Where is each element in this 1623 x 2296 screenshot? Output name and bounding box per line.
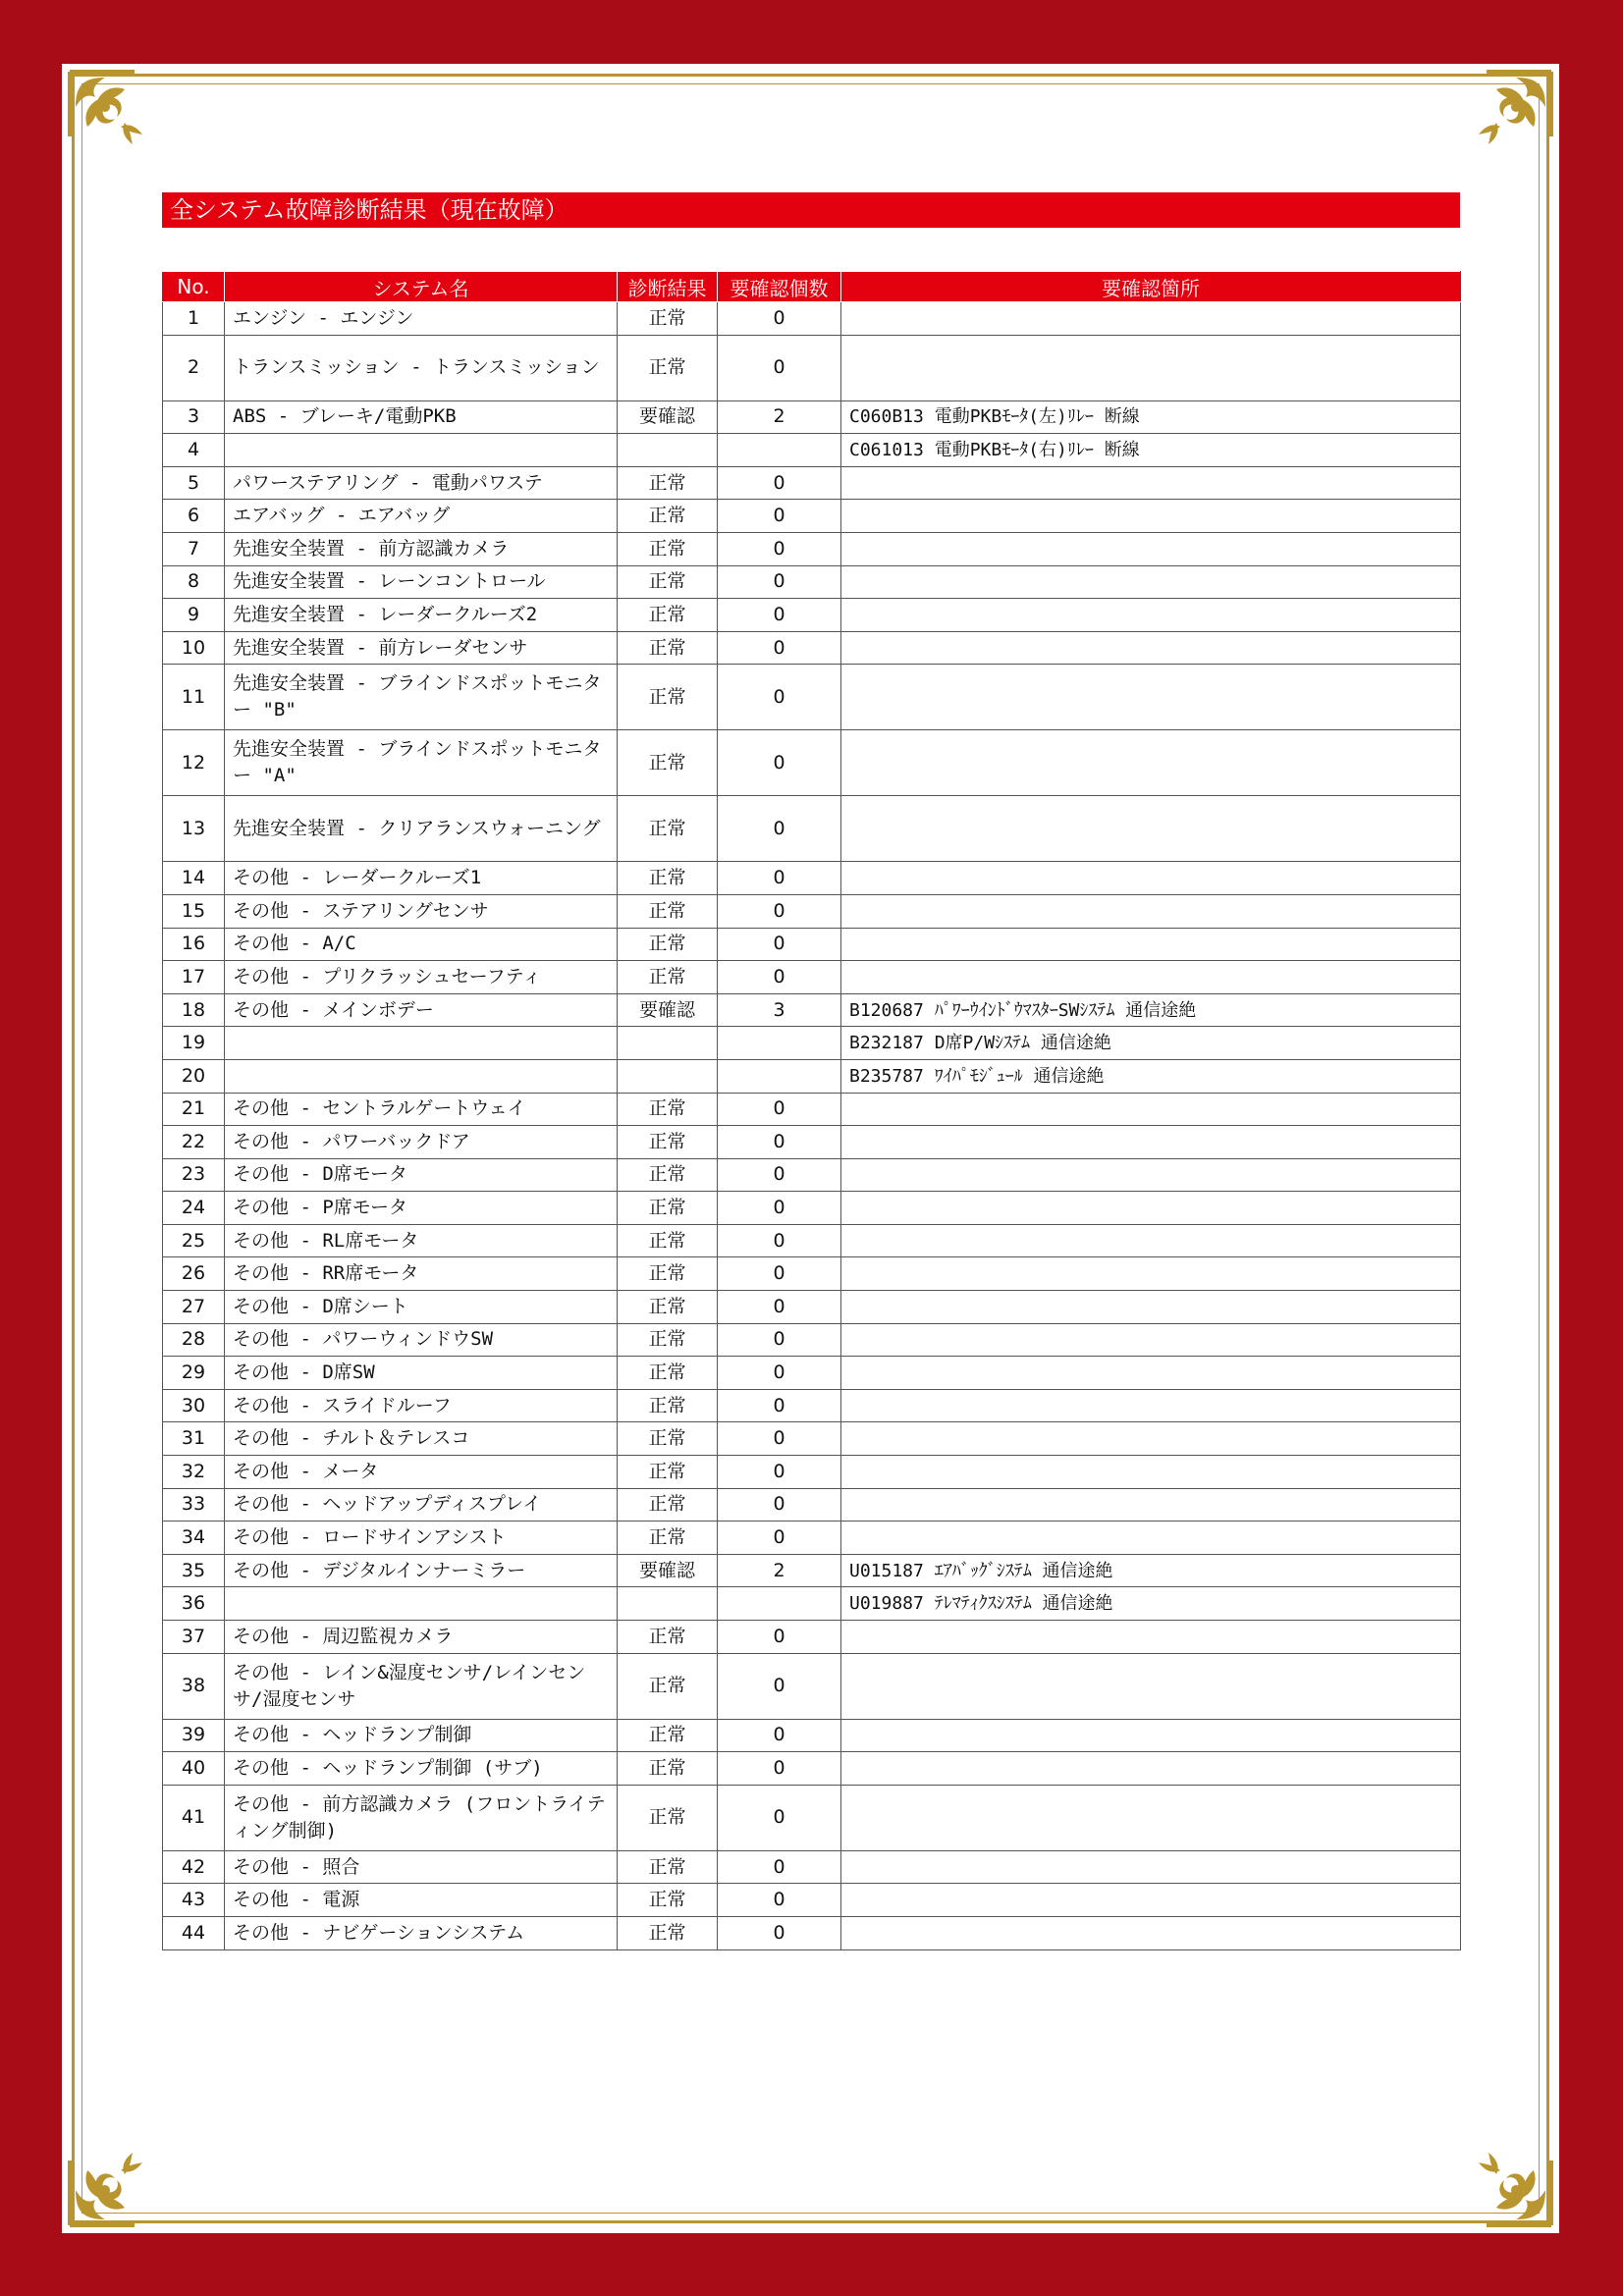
system-name-cell: パワーステアリング - 電動パワステ <box>225 466 618 500</box>
check-count-cell: 0 <box>718 631 841 665</box>
row-number: 4 <box>163 434 225 467</box>
check-count-cell: 0 <box>718 1422 841 1456</box>
check-location-cell <box>841 1719 1461 1752</box>
row-number: 5 <box>163 466 225 500</box>
check-location-cell <box>841 1884 1461 1917</box>
table-row <box>163 1488 1461 1522</box>
result-cell: 正常 <box>618 1323 718 1357</box>
corner-ornament-icon <box>1461 68 1555 162</box>
check-location-cell <box>841 1257 1461 1291</box>
table-row <box>163 1192 1461 1225</box>
result-cell: 正常 <box>618 1224 718 1257</box>
system-name-cell: その他 - P席モータ <box>225 1192 618 1225</box>
check-location-cell <box>841 862 1461 895</box>
row-number: 38 <box>163 1653 225 1719</box>
check-location-cell <box>841 1488 1461 1522</box>
check-count-cell: 0 <box>718 302 841 336</box>
system-name-cell: その他 - ヘッドランプ制御 (サブ) <box>225 1752 618 1786</box>
page-title: 全システム故障診断結果（現在故障） <box>162 192 1460 228</box>
table-row <box>163 1621 1461 1654</box>
row-number: 28 <box>163 1323 225 1357</box>
row-number: 32 <box>163 1456 225 1489</box>
result-cell: 正常 <box>618 1126 718 1159</box>
result-cell: 正常 <box>618 1884 718 1917</box>
check-location-cell <box>841 1785 1461 1850</box>
row-number: 37 <box>163 1621 225 1654</box>
system-name-cell: その他 - ロードサインアシスト <box>225 1522 618 1555</box>
system-name-cell: その他 - 照合 <box>225 1850 618 1884</box>
check-location-cell <box>841 1192 1461 1225</box>
row-number: 6 <box>163 500 225 533</box>
row-number: 9 <box>163 599 225 632</box>
table-row <box>163 1224 1461 1257</box>
system-name-cell: その他 - パワーウィンドウSW <box>225 1323 618 1357</box>
result-cell <box>618 1059 718 1093</box>
check-count-cell <box>718 1587 841 1621</box>
result-cell: 正常 <box>618 961 718 994</box>
check-count-cell <box>718 1059 841 1093</box>
system-name-cell: エアバッグ - エアバッグ <box>225 500 618 533</box>
system-name-cell: その他 - A/C <box>225 928 618 961</box>
result-cell: 正常 <box>618 1621 718 1654</box>
check-location-cell <box>841 631 1461 665</box>
table-row <box>163 1126 1461 1159</box>
check-location-cell: U015187 ｴｱﾊﾞｯｸﾞｼｽﾃﾑ 通信途絶 <box>841 1554 1461 1587</box>
table-row <box>163 894 1461 928</box>
check-location-cell: C061013 電動PKBﾓｰﾀ(右)ﾘﾚｰ 断線 <box>841 434 1461 467</box>
check-location-cell <box>841 1916 1461 1949</box>
result-cell: 要確認 <box>618 1554 718 1587</box>
check-location-cell <box>841 1357 1461 1390</box>
check-location-cell <box>841 565 1461 599</box>
check-location-cell <box>841 500 1461 533</box>
table-row <box>163 1522 1461 1555</box>
system-name-cell: その他 - ヘッドアップディスプレイ <box>225 1488 618 1522</box>
table-row <box>163 1785 1461 1850</box>
system-name-cell <box>225 1027 618 1060</box>
check-location-cell <box>841 1653 1461 1719</box>
system-name-cell: その他 - プリクラッシュセーフティ <box>225 961 618 994</box>
table-row <box>163 532 1461 565</box>
check-location-cell <box>841 1158 1461 1192</box>
system-name-cell: 先進安全装置 - レーダークルーズ2 <box>225 599 618 632</box>
system-name-cell: その他 - デジタルインナーミラー <box>225 1554 618 1587</box>
system-name-cell <box>225 1587 618 1621</box>
system-name-cell: その他 - D席モータ <box>225 1158 618 1192</box>
row-number: 1 <box>163 302 225 336</box>
check-location-cell <box>841 1389 1461 1422</box>
row-number: 17 <box>163 961 225 994</box>
result-cell: 正常 <box>618 730 718 796</box>
result-cell: 正常 <box>618 1456 718 1489</box>
table-row <box>163 1093 1461 1126</box>
check-count-cell: 0 <box>718 1224 841 1257</box>
row-number: 13 <box>163 796 225 862</box>
system-name-cell: トランスミッション - トランスミッション <box>225 335 618 400</box>
system-name-cell: その他 - 電源 <box>225 1884 618 1917</box>
check-location-cell: C060B13 電動PKBﾓｰﾀ(左)ﾘﾚｰ 断線 <box>841 400 1461 434</box>
table-row <box>163 1916 1461 1949</box>
row-number: 12 <box>163 730 225 796</box>
table-row <box>163 466 1461 500</box>
result-cell: 要確認 <box>618 400 718 434</box>
result-cell: 正常 <box>618 862 718 895</box>
check-location-cell: B235787 ﾜｲﾊﾟﾓｼﾞｭｰﾙ 通信途絶 <box>841 1059 1461 1093</box>
check-location-cell <box>841 796 1461 862</box>
header-result: 診断結果 <box>618 272 718 302</box>
row-number: 42 <box>163 1850 225 1884</box>
result-cell: 正常 <box>618 1422 718 1456</box>
system-name-cell: ABS - ブレーキ/電動PKB <box>225 400 618 434</box>
row-number: 15 <box>163 894 225 928</box>
result-cell: 正常 <box>618 1093 718 1126</box>
result-cell <box>618 434 718 467</box>
result-cell: 正常 <box>618 1752 718 1786</box>
row-number: 8 <box>163 565 225 599</box>
table-row <box>163 796 1461 862</box>
row-number: 3 <box>163 400 225 434</box>
row-number: 34 <box>163 1522 225 1555</box>
result-cell: 正常 <box>618 302 718 336</box>
table-row <box>163 1719 1461 1752</box>
check-count-cell: 2 <box>718 1554 841 1587</box>
check-count-cell: 0 <box>718 1093 841 1126</box>
check-location-cell <box>841 894 1461 928</box>
table-row <box>163 434 1461 467</box>
system-name-cell: 先進安全装置 - ブラインドスポットモニター "B" <box>225 665 618 730</box>
check-location-cell <box>841 1522 1461 1555</box>
result-cell: 正常 <box>618 1785 718 1850</box>
row-number: 24 <box>163 1192 225 1225</box>
table-row <box>163 631 1461 665</box>
row-number: 43 <box>163 1884 225 1917</box>
system-name-cell: 先進安全装置 - ブラインドスポットモニター "A" <box>225 730 618 796</box>
table-row <box>163 1884 1461 1917</box>
table-row <box>163 335 1461 400</box>
row-number: 31 <box>163 1422 225 1456</box>
table-row <box>163 862 1461 895</box>
system-name-cell: その他 - パワーバックドア <box>225 1126 618 1159</box>
row-number: 36 <box>163 1587 225 1621</box>
result-cell: 正常 <box>618 532 718 565</box>
table-row <box>163 1257 1461 1291</box>
check-location-cell <box>841 1422 1461 1456</box>
check-location-cell <box>841 928 1461 961</box>
row-number: 35 <box>163 1554 225 1587</box>
table-row <box>163 500 1461 533</box>
check-count-cell: 0 <box>718 1850 841 1884</box>
system-name-cell: その他 - RL席モータ <box>225 1224 618 1257</box>
check-location-cell: U019887 ﾃﾚﾏﾃｨｸｽｼｽﾃﾑ 通信途絶 <box>841 1587 1461 1621</box>
result-cell: 正常 <box>618 1916 718 1949</box>
check-location-cell: B120687 ﾊﾟﾜｰｳｲﾝﾄﾞｳﾏｽﾀｰSWｼｽﾃﾑ 通信途絶 <box>841 993 1461 1027</box>
check-count-cell: 0 <box>718 1916 841 1949</box>
system-name-cell: その他 - ステアリングセンサ <box>225 894 618 928</box>
table-row <box>163 1554 1461 1587</box>
row-number: 22 <box>163 1126 225 1159</box>
table-row <box>163 400 1461 434</box>
table-row <box>163 1389 1461 1422</box>
check-location-cell <box>841 730 1461 796</box>
system-name-cell: その他 - ナビゲーションシステム <box>225 1916 618 1949</box>
diagnosis-table <box>162 271 1461 1950</box>
check-count-cell: 0 <box>718 1884 841 1917</box>
row-number: 26 <box>163 1257 225 1291</box>
system-name-cell: その他 - メータ <box>225 1456 618 1489</box>
result-cell: 正常 <box>618 631 718 665</box>
row-number: 14 <box>163 862 225 895</box>
result-cell: 正常 <box>618 894 718 928</box>
table-row <box>163 928 1461 961</box>
check-location-cell <box>841 961 1461 994</box>
table-row <box>163 1323 1461 1357</box>
table-row <box>163 961 1461 994</box>
row-number: 10 <box>163 631 225 665</box>
table-row <box>163 1422 1461 1456</box>
check-count-cell: 0 <box>718 1257 841 1291</box>
corner-ornament-icon <box>66 68 160 162</box>
check-count-cell: 0 <box>718 862 841 895</box>
table-row <box>163 1291 1461 1324</box>
check-count-cell: 0 <box>718 1291 841 1324</box>
check-location-cell <box>841 599 1461 632</box>
system-name-cell: その他 - レイン&湿度センサ/レインセンサ/湿度センサ <box>225 1653 618 1719</box>
check-count-cell: 0 <box>718 928 841 961</box>
row-number: 11 <box>163 665 225 730</box>
row-number: 20 <box>163 1059 225 1093</box>
check-count-cell: 0 <box>718 1456 841 1489</box>
check-count-cell: 0 <box>718 1126 841 1159</box>
table-row <box>163 1752 1461 1786</box>
table-row <box>163 1587 1461 1621</box>
row-number: 41 <box>163 1785 225 1850</box>
row-number: 19 <box>163 1027 225 1060</box>
check-count-cell: 0 <box>718 1323 841 1357</box>
system-name-cell: その他 - スライドルーフ <box>225 1389 618 1422</box>
row-number: 44 <box>163 1916 225 1949</box>
check-location-cell <box>841 1850 1461 1884</box>
check-location-cell <box>841 665 1461 730</box>
check-count-cell <box>718 434 841 467</box>
system-name-cell: その他 - セントラルゲートウェイ <box>225 1093 618 1126</box>
check-count-cell: 0 <box>718 1192 841 1225</box>
result-cell: 正常 <box>618 1522 718 1555</box>
system-name-cell: 先進安全装置 - 前方認識カメラ <box>225 532 618 565</box>
row-number: 27 <box>163 1291 225 1324</box>
check-count-cell: 0 <box>718 961 841 994</box>
result-cell: 正常 <box>618 665 718 730</box>
row-number: 25 <box>163 1224 225 1257</box>
table-row <box>163 1653 1461 1719</box>
system-name-cell: その他 - レーダークルーズ1 <box>225 862 618 895</box>
check-count-cell: 0 <box>718 500 841 533</box>
check-count-cell: 0 <box>718 1158 841 1192</box>
result-cell <box>618 1587 718 1621</box>
system-name-cell: その他 - 周辺監視カメラ <box>225 1621 618 1654</box>
check-location-cell <box>841 1456 1461 1489</box>
result-cell: 正常 <box>618 1257 718 1291</box>
check-count-cell: 0 <box>718 1357 841 1390</box>
table-row <box>163 730 1461 796</box>
header-system-name: システム名 <box>225 272 618 302</box>
result-cell: 正常 <box>618 1192 718 1225</box>
check-count-cell: 0 <box>718 335 841 400</box>
system-name-cell: その他 - RR席モータ <box>225 1257 618 1291</box>
table-row <box>163 1357 1461 1390</box>
result-cell <box>618 1027 718 1060</box>
system-name-cell: その他 - メインボデー <box>225 993 618 1027</box>
system-name-cell: その他 - 前方認識カメラ (フロントライティング制御) <box>225 1785 618 1850</box>
check-location-cell <box>841 1291 1461 1324</box>
check-count-cell: 0 <box>718 894 841 928</box>
check-count-cell: 0 <box>718 1488 841 1522</box>
header-check-count: 要確認個数 <box>718 272 841 302</box>
result-cell: 正常 <box>618 565 718 599</box>
check-count-cell <box>718 1027 841 1060</box>
check-location-cell: B232187 D席P/Wｼｽﾃﾑ 通信途絶 <box>841 1027 1461 1060</box>
row-number: 7 <box>163 532 225 565</box>
table-row <box>163 1158 1461 1192</box>
check-count-cell: 0 <box>718 1621 841 1654</box>
system-name-cell: その他 - チルト＆テレスコ <box>225 1422 618 1456</box>
row-number: 39 <box>163 1719 225 1752</box>
check-count-cell: 0 <box>718 1522 841 1555</box>
check-location-cell <box>841 1621 1461 1654</box>
system-name-cell: エンジン - エンジン <box>225 302 618 336</box>
table-row <box>163 1059 1461 1093</box>
header-check-location: 要確認箇所 <box>841 272 1461 302</box>
check-count-cell: 0 <box>718 665 841 730</box>
result-cell: 正常 <box>618 1488 718 1522</box>
result-cell: 正常 <box>618 1291 718 1324</box>
row-number: 2 <box>163 335 225 400</box>
result-cell: 正常 <box>618 1850 718 1884</box>
check-count-cell: 3 <box>718 993 841 1027</box>
check-location-cell <box>841 1752 1461 1786</box>
row-number: 23 <box>163 1158 225 1192</box>
row-number: 30 <box>163 1389 225 1422</box>
system-name-cell: 先進安全装置 - レーンコントロール <box>225 565 618 599</box>
result-cell: 正常 <box>618 1653 718 1719</box>
row-number: 18 <box>163 993 225 1027</box>
result-cell: 正常 <box>618 1158 718 1192</box>
check-count-cell: 0 <box>718 1785 841 1850</box>
check-count-cell: 0 <box>718 599 841 632</box>
system-name-cell: 先進安全装置 - クリアランスウォーニング <box>225 796 618 862</box>
system-name-cell: その他 - D席SW <box>225 1357 618 1390</box>
table-header-row <box>163 272 1461 302</box>
check-count-cell: 0 <box>718 466 841 500</box>
header-no: No. <box>163 272 225 302</box>
check-location-cell <box>841 335 1461 400</box>
table-row <box>163 302 1461 336</box>
check-count-cell: 0 <box>718 1653 841 1719</box>
check-count-cell: 0 <box>718 1752 841 1786</box>
table-row <box>163 1456 1461 1489</box>
table-row <box>163 1027 1461 1060</box>
row-number: 33 <box>163 1488 225 1522</box>
result-cell: 正常 <box>618 1719 718 1752</box>
row-number: 21 <box>163 1093 225 1126</box>
row-number: 16 <box>163 928 225 961</box>
table-row <box>163 1850 1461 1884</box>
check-location-cell <box>841 466 1461 500</box>
result-cell: 正常 <box>618 335 718 400</box>
result-cell: 要確認 <box>618 993 718 1027</box>
row-number: 29 <box>163 1357 225 1390</box>
system-name-cell <box>225 434 618 467</box>
row-number: 40 <box>163 1752 225 1786</box>
table-row <box>163 599 1461 632</box>
result-cell: 正常 <box>618 466 718 500</box>
result-cell: 正常 <box>618 1357 718 1390</box>
system-name-cell: その他 - ヘッドランプ制御 <box>225 1719 618 1752</box>
check-location-cell <box>841 1323 1461 1357</box>
check-location-cell <box>841 532 1461 565</box>
system-name-cell <box>225 1059 618 1093</box>
corner-ornament-icon <box>1461 2135 1555 2229</box>
check-count-cell: 0 <box>718 1719 841 1752</box>
check-count-cell: 0 <box>718 1389 841 1422</box>
system-name-cell: その他 - D席シート <box>225 1291 618 1324</box>
result-cell: 正常 <box>618 599 718 632</box>
result-cell: 正常 <box>618 796 718 862</box>
table-row <box>163 565 1461 599</box>
table-row <box>163 993 1461 1027</box>
check-location-cell <box>841 1093 1461 1126</box>
table-row <box>163 665 1461 730</box>
check-count-cell: 0 <box>718 532 841 565</box>
check-location-cell <box>841 1224 1461 1257</box>
result-cell: 正常 <box>618 928 718 961</box>
check-location-cell <box>841 302 1461 336</box>
check-location-cell <box>841 1126 1461 1159</box>
check-count-cell: 0 <box>718 730 841 796</box>
check-count-cell: 0 <box>718 565 841 599</box>
corner-ornament-icon <box>66 2135 160 2229</box>
check-count-cell: 0 <box>718 796 841 862</box>
system-name-cell: 先進安全装置 - 前方レーダセンサ <box>225 631 618 665</box>
check-count-cell: 2 <box>718 400 841 434</box>
result-cell: 正常 <box>618 1389 718 1422</box>
result-cell: 正常 <box>618 500 718 533</box>
